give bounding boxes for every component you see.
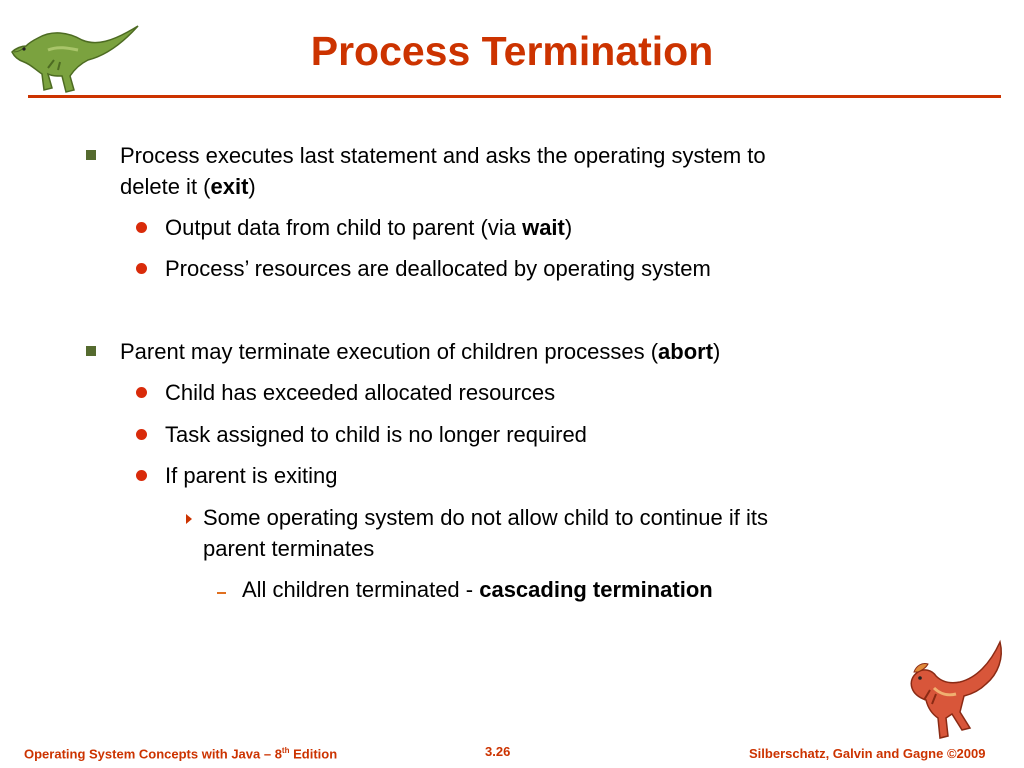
sub-bullet-2-2: Task assigned to child is no longer required (165, 422, 587, 447)
dash-bullet-icon (217, 592, 226, 594)
bullet-1-line-2: delete it (exit) (120, 174, 256, 199)
sub-bullet-1-1: Output data from child to parent (via wait) (165, 215, 573, 240)
footer-book-title: Operating System Concepts with Java – 8th Edition (24, 746, 338, 762)
round-bullet-icon (136, 263, 147, 274)
round-bullet-icon (136, 429, 147, 440)
level3-line-2: parent terminates (203, 536, 375, 561)
sub-bullet-1-2: Process’ resources are deallocated by operating system (165, 256, 711, 281)
square-bullet-icon (86, 346, 96, 356)
level4-line: All children terminated - cascading termination (242, 577, 713, 602)
red-dinosaur-icon (900, 638, 1012, 744)
round-bullet-icon (136, 470, 147, 481)
sub-bullet-2-3: If parent is exiting (165, 463, 338, 488)
footer-page-number: 3.26 (485, 744, 511, 759)
sub-bullet-2-1: Child has exceeded allocated resources (165, 380, 556, 405)
square-bullet-icon (86, 150, 96, 160)
level3-line-1: Some operating system do not allow child to continue if its (203, 505, 768, 530)
round-bullet-icon (136, 387, 147, 398)
round-bullet-icon (136, 222, 147, 233)
bullet-1-line-1: Process executes last statement and asks the operating system to (120, 143, 766, 168)
page-title: Process Termination (310, 28, 714, 74)
bullet-2: Parent may terminate execution of children processes (abort) (120, 339, 721, 364)
footer-authors: Silberschatz, Galvin and Gagne ©2009 (749, 746, 986, 761)
triangle-bullet-icon (186, 514, 192, 524)
